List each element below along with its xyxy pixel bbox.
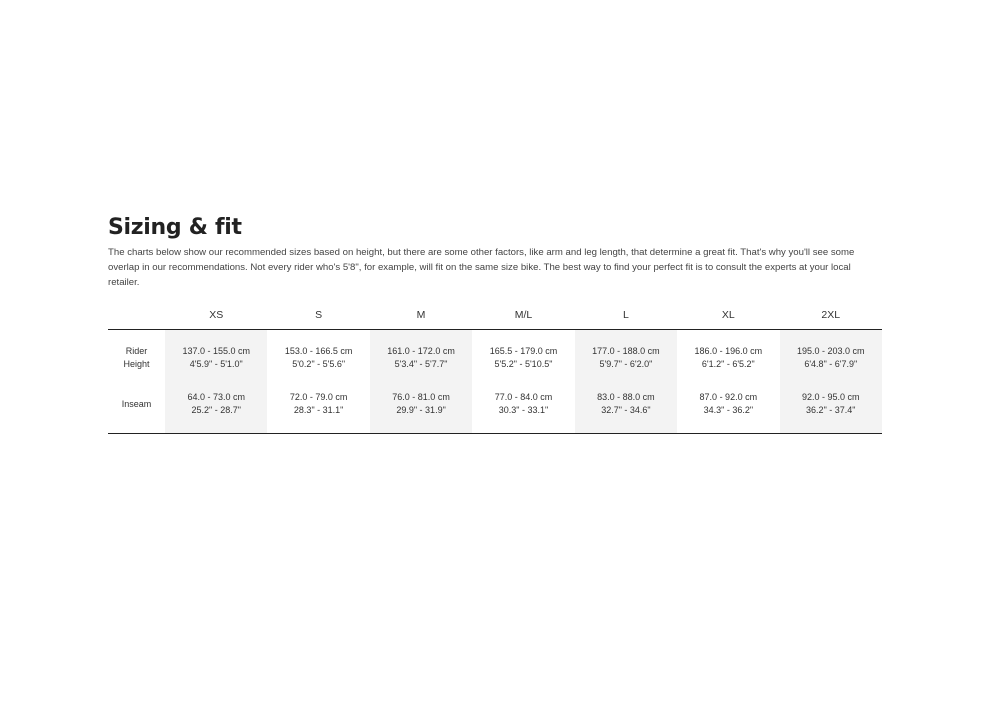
size-header-row xyxy=(108,303,882,330)
row-label-inseam xyxy=(108,381,165,434)
header-corner xyxy=(108,303,165,330)
cell-inseam-ml xyxy=(472,381,574,434)
cell-imperial: 30.3" - 33.1" xyxy=(498,405,549,415)
row-label-line: Inseam xyxy=(121,398,152,409)
cell-height-2xl xyxy=(780,330,882,382)
cell-imperial: 5'0.2" - 5'5.6" xyxy=(292,359,346,369)
sizing-section xyxy=(108,212,882,434)
cell-metric: 76.0 - 81.0 cm xyxy=(392,392,450,402)
cell-inseam-xs xyxy=(165,381,267,434)
cell-metric: 87.0 - 92.0 cm xyxy=(699,392,758,402)
cell-metric: 177.0 - 188.0 cm xyxy=(592,346,660,356)
cell-height-l xyxy=(575,330,677,382)
cell-metric: 153.0 - 166.5 cm xyxy=(284,346,353,356)
cell-metric: 137.0 - 155.0 cm xyxy=(182,346,250,356)
size-header-m: M xyxy=(370,303,472,330)
cell-inseam-m xyxy=(370,381,472,434)
cell-metric: 186.0 - 196.0 cm xyxy=(694,346,763,356)
cell-height-m xyxy=(370,330,472,382)
cell-height-ml xyxy=(472,330,574,382)
sizing-table xyxy=(108,303,882,434)
size-header-xs: XS xyxy=(165,303,267,330)
table-row-rider-height xyxy=(108,330,882,382)
row-label-line: Height xyxy=(123,359,150,369)
cell-height-xs xyxy=(165,330,267,382)
cell-imperial: 5'5.2" - 5'10.5" xyxy=(494,359,553,369)
cell-imperial: 5'9.7" - 6'2.0" xyxy=(599,359,653,369)
cell-imperial: 34.3" - 36.2" xyxy=(703,405,754,415)
cell-inseam-s xyxy=(267,381,369,434)
cell-imperial: 4'5.9" - 5'1.0" xyxy=(189,359,243,369)
size-header-2xl: 2XL xyxy=(780,303,882,330)
cell-imperial: 6'4.8" - 6'7.9" xyxy=(804,359,858,369)
cell-imperial: 6'1.2" - 6'5.2" xyxy=(701,359,755,369)
cell-metric: 64.0 - 73.0 cm xyxy=(187,392,245,402)
row-label-line: Rider xyxy=(125,346,148,356)
cell-metric: 165.5 - 179.0 cm xyxy=(489,346,558,356)
cell-imperial: 32.7" - 34.6" xyxy=(601,405,651,415)
cell-inseam-xl xyxy=(677,381,779,434)
row-label-rider-height xyxy=(108,330,165,382)
cell-metric: 83.0 - 88.0 cm xyxy=(597,392,655,402)
cell-metric: 72.0 - 79.0 cm xyxy=(289,392,348,402)
size-header-xl: XL xyxy=(677,303,779,330)
sizing-description: The charts below show our recommended sizes based on height, but there are some other factors, like arm and leg length, that determine a great fit. That's why you'll see some overlap in our recommendations. Not every rider who's 5'8", for example, will fit on the same size bike. The best way to find your perfect fit is to consult the experts at your local retailer. xyxy=(108,247,855,288)
cell-metric: 161.0 - 172.0 cm xyxy=(387,346,455,356)
cell-imperial: 28.3" - 31.1" xyxy=(293,405,344,415)
table-row-inseam xyxy=(108,381,882,434)
cell-imperial: 5'3.4" - 5'7.7" xyxy=(394,359,448,369)
cell-imperial: 25.2" - 28.7" xyxy=(191,405,241,415)
cell-height-s xyxy=(267,330,369,382)
cell-inseam-2xl xyxy=(780,381,882,434)
cell-metric: 92.0 - 95.0 cm xyxy=(802,392,860,402)
cell-inseam-l xyxy=(575,381,677,434)
cell-metric: 77.0 - 84.0 cm xyxy=(494,392,553,402)
page-title: Sizing & fit xyxy=(108,215,242,240)
cell-imperial: 36.2" - 37.4" xyxy=(806,405,856,415)
size-header-s: S xyxy=(267,303,369,330)
size-header-l: L xyxy=(575,303,677,330)
size-header-ml: M/L xyxy=(472,303,574,330)
cell-metric: 195.0 - 203.0 cm xyxy=(796,346,865,356)
cell-height-xl xyxy=(677,330,779,382)
cell-imperial: 29.9" - 31.9" xyxy=(396,405,446,415)
